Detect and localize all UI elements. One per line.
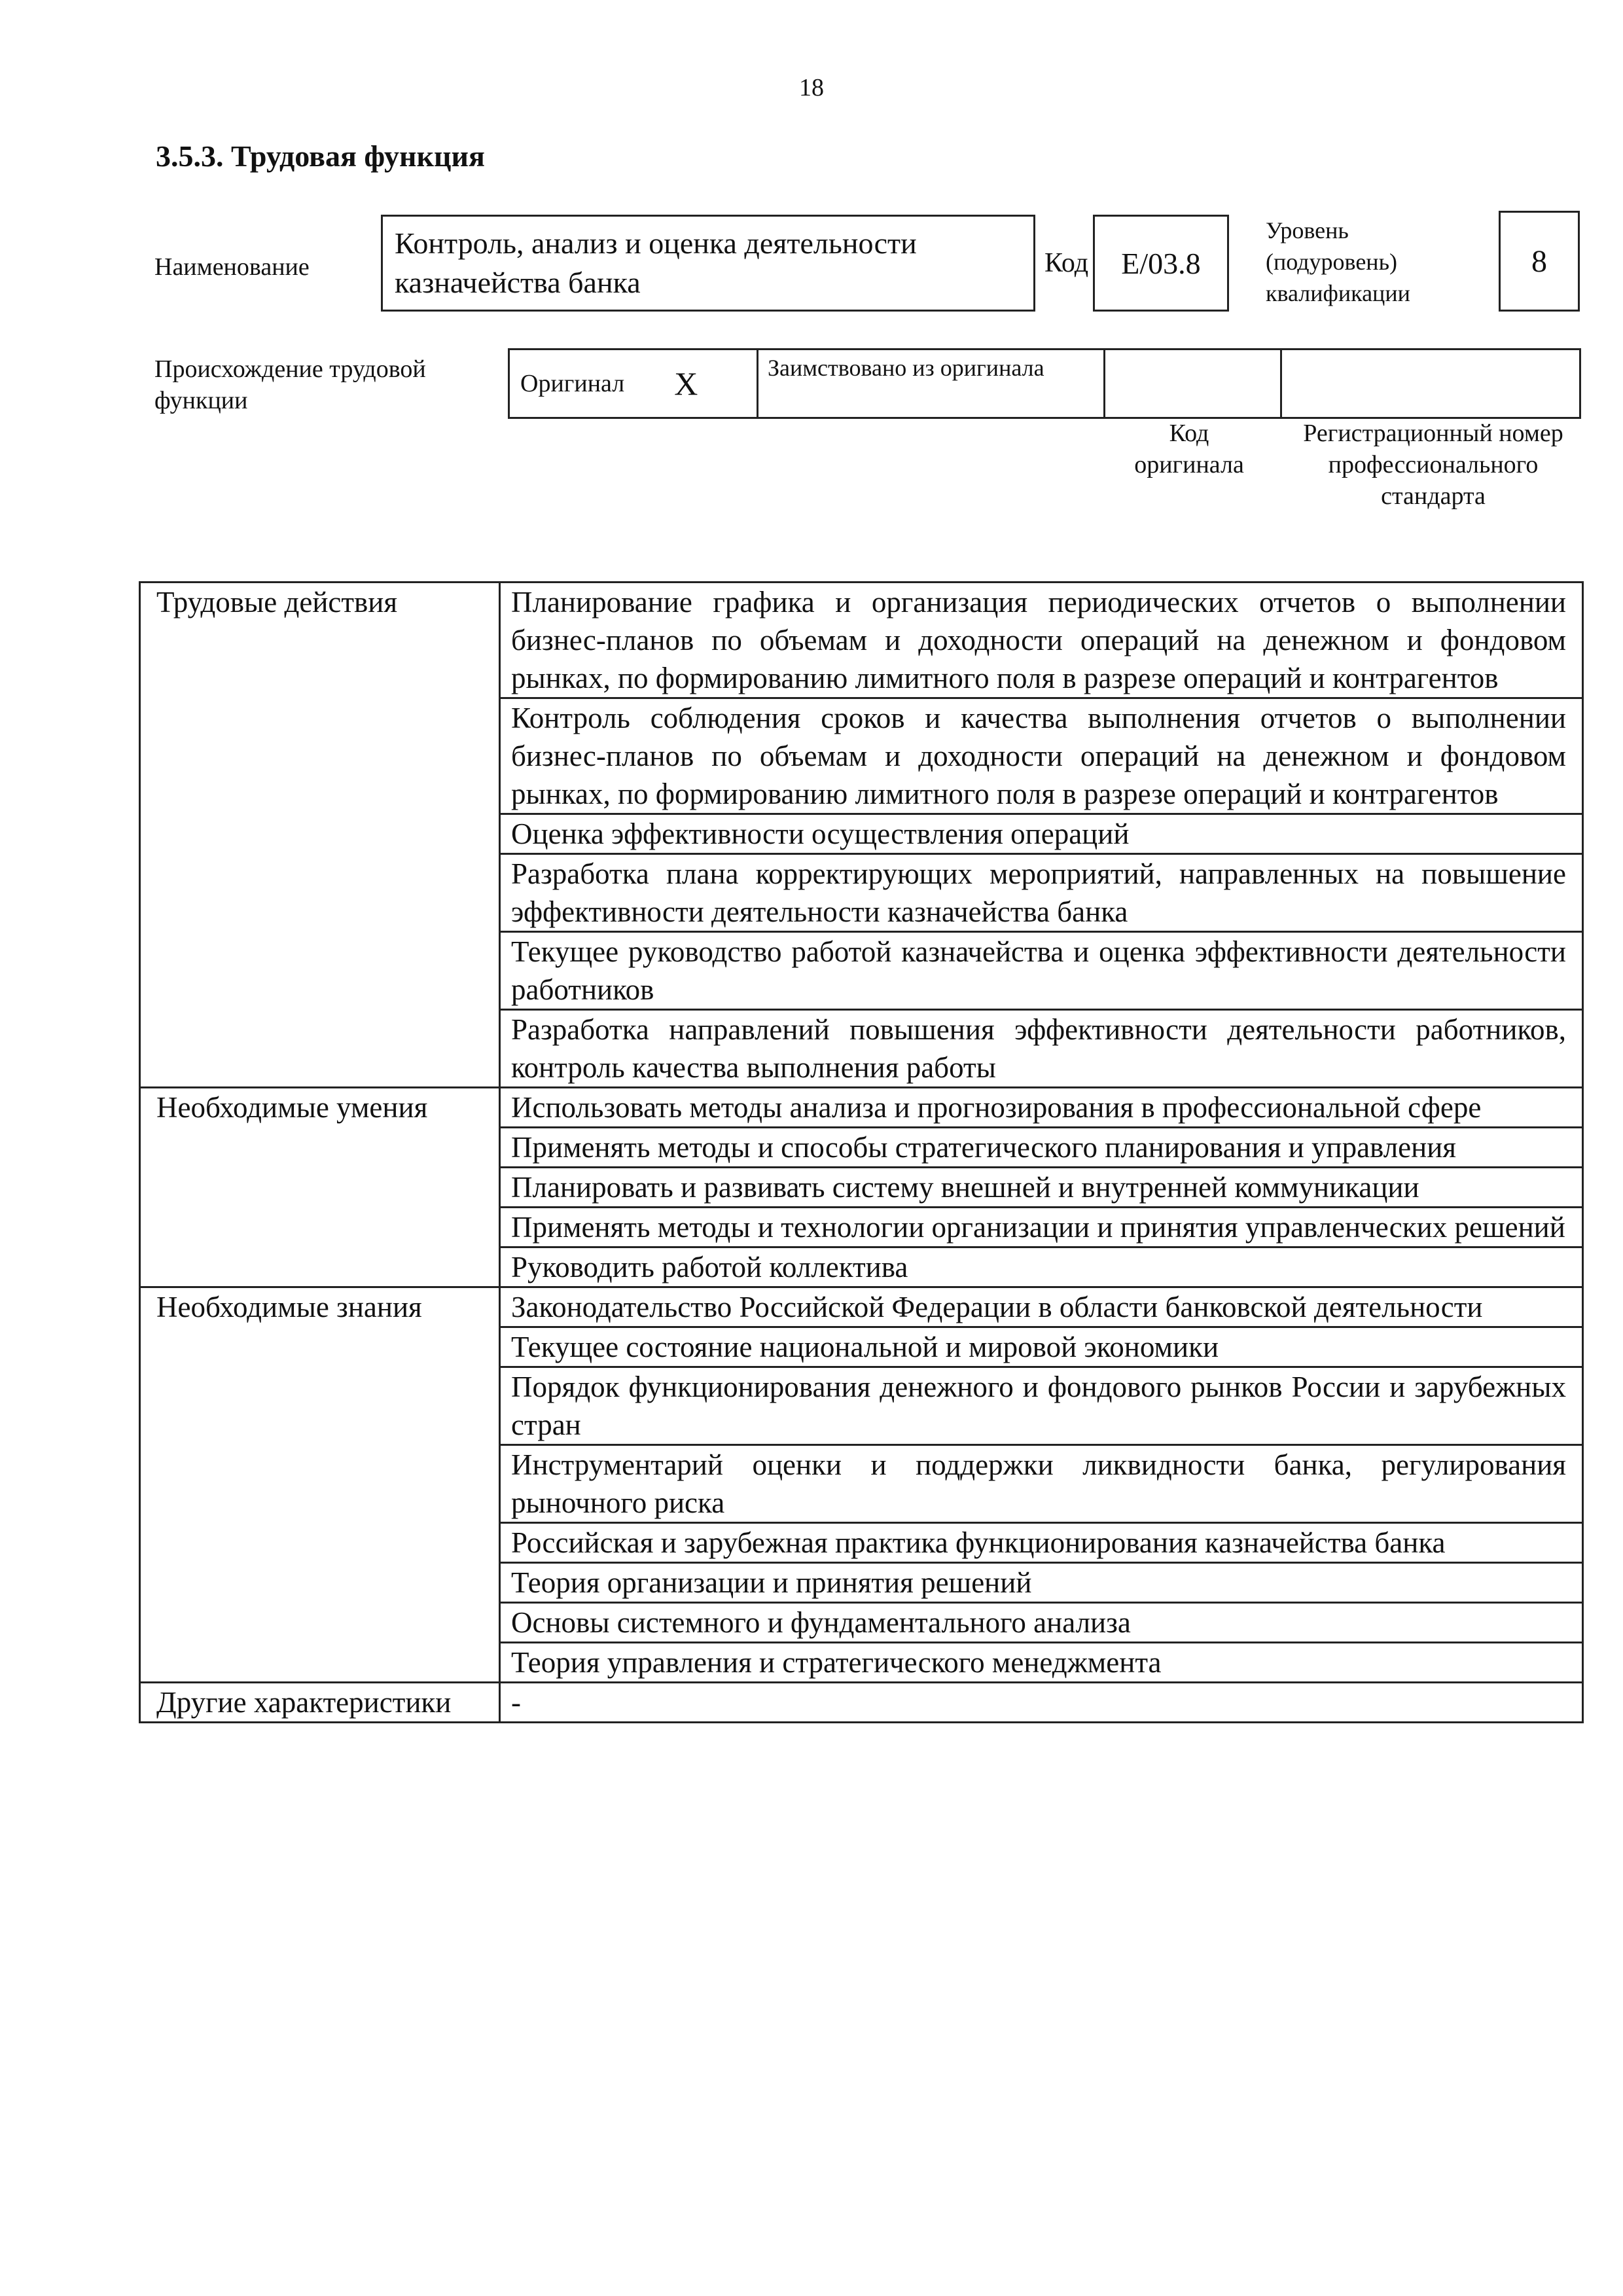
original-mark: X xyxy=(674,365,698,402)
origin-original-cell xyxy=(510,350,758,417)
section-item: Законодательство Российской Федерации в области банковской деятельности xyxy=(500,1287,1583,1327)
function-name-value: Контроль, анализ и оценка деятельности казначейства банка xyxy=(395,226,917,299)
table-row xyxy=(140,1287,1583,1327)
section-item: Планировать и развивать систему внешней и внутренней коммуникации xyxy=(500,1168,1583,1208)
code-box xyxy=(1093,215,1229,312)
level-value: 8 xyxy=(1531,243,1547,279)
section-item: Руководить работой коллектива xyxy=(500,1247,1583,1287)
section-category: Трудовые действия xyxy=(140,583,500,1088)
section-item: Контроль соблюдения сроков и качества выполнения отчетов о выполнении бизнес-планов по объемам и доходности операций на денежном и фондовом рынках, по формированию лимитного поля в разрезе операций и контрагентов xyxy=(500,698,1583,814)
name-label: Наименование xyxy=(154,253,310,281)
section-item: Российская и зарубежная практика функционирования казначейства банка xyxy=(500,1523,1583,1563)
origin-borrowed-cell xyxy=(758,350,1105,417)
section-category: Необходимые знания xyxy=(140,1287,500,1683)
origin-code-cell xyxy=(1105,350,1282,417)
section-item: Теория управления и стратегического менеджмента xyxy=(500,1643,1583,1683)
section-item: Применять методы и способы стратегического планирования и управления xyxy=(500,1128,1583,1168)
section-item: - xyxy=(500,1683,1583,1723)
reg-caption: Регистрационный номер профессионального стандарта xyxy=(1303,420,1563,510)
section-item: Оценка эффективности осуществления операций xyxy=(500,814,1583,854)
section-title: 3.5.3. Трудовая функция xyxy=(156,139,485,173)
origin-label: Происхождение трудовой функции xyxy=(154,355,426,414)
section-item: Разработка плана корректирующих мероприятий, направленных на повышение эффективности деятельности казначейства банка xyxy=(500,854,1583,932)
table-row xyxy=(140,583,1583,698)
origin-row xyxy=(508,348,1581,419)
function-table-body xyxy=(140,583,1583,1723)
section-item: Применять методы и технологии организации и принятия управленческих решений xyxy=(500,1208,1583,1247)
section-item: Основы системного и фундаментального анализа xyxy=(500,1603,1583,1643)
section-item: Использовать методы анализа и прогнозирования в профессиональной сфере xyxy=(500,1088,1583,1128)
table-row xyxy=(140,1683,1583,1723)
section-category: Необходимые умения xyxy=(140,1088,500,1287)
code-value: E/03.8 xyxy=(1121,246,1201,280)
level-label: Уровень (подуровень) квалификации xyxy=(1266,217,1410,306)
section-item: Текущее состояние национальной и мировой экономики xyxy=(500,1327,1583,1367)
function-name-box xyxy=(381,215,1035,312)
section-item: Разработка направлений повышения эффективности деятельности работников, контроль качества выполнения работы xyxy=(500,1010,1583,1088)
borrowed-label: Заимствовано из оригинала xyxy=(768,355,1044,381)
code-caption: Код оригинала xyxy=(1134,420,1244,478)
section-item: Текущее руководство работой казначейства и оценка эффективности деятельности работников xyxy=(500,932,1583,1010)
original-label: Оригинал xyxy=(520,370,625,397)
section-item: Инструментарий оценки и поддержки ликвидности банка, регулирования рыночного риска xyxy=(500,1445,1583,1523)
function-table xyxy=(139,581,1584,1723)
section-category: Другие характеристики xyxy=(140,1683,500,1723)
origin-reg-cell xyxy=(1282,350,1579,417)
section-item: Теория организации и принятия решений xyxy=(500,1563,1583,1603)
table-row xyxy=(140,1088,1583,1128)
code-label: Код xyxy=(1044,248,1089,278)
section-item: Планирование графика и организация периодических отчетов о выполнении бизнес-планов по объемам и доходности операций на денежном и фондовом рынках, по формированию лимитного поля в разрезе операций и контрагентов xyxy=(500,583,1583,698)
level-box xyxy=(1499,211,1580,312)
section-item: Порядок функционирования денежного и фондового рынков России и зарубежных стран xyxy=(500,1367,1583,1445)
page-number: 18 xyxy=(799,74,824,101)
